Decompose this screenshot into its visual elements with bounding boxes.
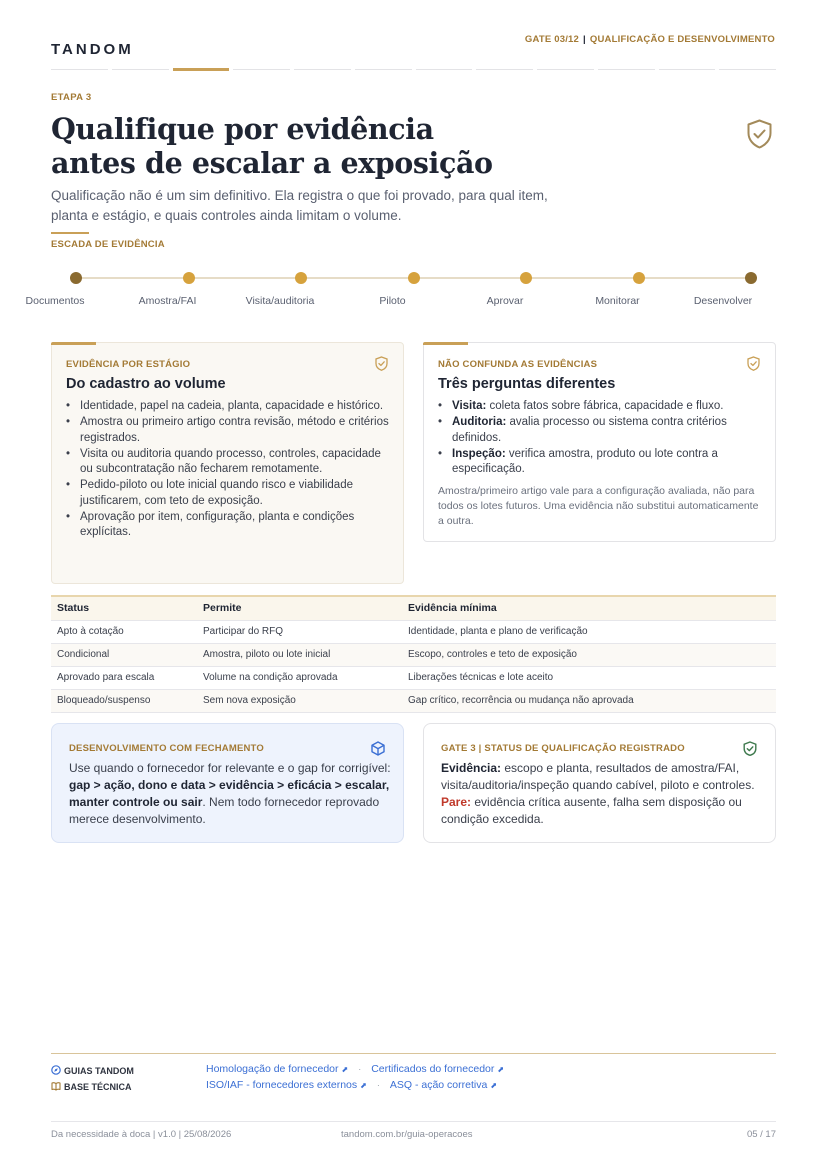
page-title [51, 112, 611, 180]
footer-guides-label: GUIAS TANDOM [51, 1065, 134, 1076]
card-accent [423, 342, 468, 345]
card-evidence-types [423, 342, 776, 542]
link-supplier-homologation[interactable]: Homologação de fornecedor ⬈ [206, 1063, 349, 1075]
book-icon [51, 1081, 61, 1091]
card-kicker: EVIDÊNCIA POR ESTÁGIO [66, 359, 191, 370]
shield-check-icon [743, 741, 757, 756]
ladder-step-label: Desenvolver [693, 295, 753, 307]
list-item: • Identidade, papel na cadeia, planta, capacidade e histórico. [66, 399, 391, 415]
development-text: Use quando o fornecedor for relevante e o gap for corrigível: gap > ação, dono e data > evidência > eficácia > escalar, manter controle ou sair. Nem todo fornecedor reprovado merece desenvolvimento. [69, 761, 391, 826]
card-title: Três perguntas diferentes [438, 376, 616, 392]
table-cell: Gap crítico, recorrência ou mudança não aprovada [402, 689, 776, 712]
table-cell: Sem nova exposição [197, 689, 402, 712]
table-cell: Condicional [51, 643, 197, 666]
table-row [51, 643, 776, 666]
footer-base-label: BASE TÉCNICA [51, 1081, 132, 1092]
footer-rule [51, 1053, 776, 1054]
ladder-step-dot [70, 272, 82, 284]
table-row [51, 689, 776, 712]
card-evidence-by-stage [51, 342, 404, 584]
gate-indicator: GATE 03/12 | QUALIFICAÇÃO E DESENVOLVIMENTO [524, 34, 775, 45]
list-item: • Amostra ou primeiro artigo contra revisão, método e critérios registrados. [66, 415, 391, 446]
table-header-permits: Permite [197, 596, 402, 620]
progress-segment [294, 69, 351, 70]
page-subtitle: Qualificação não é um sim definitivo. Ela registra o que foi provado, para qual item, planta e estágio, e quais controles ainda limitam o volume. [51, 188, 548, 223]
bottom-rule [51, 1121, 776, 1122]
table-cell: Identidade, planta e plano de verificação [402, 620, 776, 643]
page-title-line-1: Qualifique por evidência [51, 112, 434, 146]
table-row [51, 620, 776, 643]
cube-icon [371, 741, 385, 756]
progress-segment [355, 69, 412, 70]
shield-check-icon [746, 119, 773, 149]
progress-segment [416, 69, 473, 70]
card-title: Do cadastro ao volume [66, 376, 226, 392]
stage-evidence-list [66, 399, 391, 541]
table-header-min-evidence: Evidência mínima [402, 596, 776, 620]
external-link-icon: ⬈ [341, 1065, 349, 1074]
ladder-step-label: Amostra/FAI [138, 295, 197, 307]
shield-check-icon [375, 356, 388, 371]
progress-segment [51, 69, 108, 70]
progress-segment [537, 69, 594, 70]
ladder-step-label: Piloto [379, 295, 406, 307]
list-item: • Aprovação por item, configuração, planta e condições explícitas. [66, 510, 391, 541]
ladder-step-label: Documentos [25, 295, 85, 307]
external-link-icon: ⬈ [360, 1081, 367, 1090]
list-item: • Visita ou auditoria quando processo, controles, capacidade ou subcontratação não fecharem remotamente. [66, 447, 391, 478]
list-item: • Visita: coleta fatos sobre fábrica, capacidade e fluxo. [438, 399, 763, 415]
ladder-step-dot [633, 272, 645, 284]
stage-kicker: ETAPA 3 [51, 92, 92, 103]
gate-status-text: Evidência: escopo e planta, resultados de amostra/FAI, visita/auditoria/inspeção quando cabível, piloto e controles. Pare: evidência crítica ausente, falha sem disposição ou condição excedida. [441, 761, 755, 826]
progress-segment [476, 69, 533, 70]
progress-segment [659, 69, 716, 70]
page-number: 05 / 17 [746, 1129, 776, 1140]
footer-url: tandom.com.br/guia-operacoes [341, 1129, 473, 1140]
ladder-step-dot [183, 272, 195, 284]
ladder-label: ESCADA DE EVIDÊNCIA [51, 239, 165, 250]
brand-logo: TANDOM [51, 41, 134, 58]
ladder-step-dot [408, 272, 420, 284]
link-supplier-certificates[interactable]: Certificados do fornecedor ⬈ [371, 1063, 505, 1075]
evidence-types-list [438, 399, 763, 478]
ladder-step-label: Visita/auditoria [245, 295, 315, 307]
card-kicker: GATE 3 | STATUS DE QUALIFICAÇÃO REGISTRADO [441, 743, 685, 754]
compass-icon [51, 1065, 61, 1075]
link-asq-corrective-action[interactable]: ASQ - ação corretiva ⬈ [389, 1079, 498, 1091]
card-accent [51, 342, 96, 345]
ladder-step-label: Aprovar [486, 295, 524, 307]
table-cell: Aprovado para escala [51, 666, 197, 689]
footer-base-links: ISO/IAF - fornecedores externos ⬈ · ASQ - ação corretiva ⬈ [206, 1079, 498, 1091]
shield-check-icon [747, 356, 760, 371]
gate-title: QUALIFICAÇÃO E DESENVOLVIMENTO [589, 34, 775, 45]
progress-segment [598, 69, 655, 70]
table-cell: Apto à cotação [51, 620, 197, 643]
link-iso-iaf[interactable]: ISO/IAF - fornecedores externos ⬈ [206, 1079, 367, 1091]
progress-segment [233, 69, 290, 70]
table-cell: Liberações técnicas e lote aceito [402, 666, 776, 689]
table-header-status: Status [51, 596, 197, 620]
table-cell: Bloqueado/suspenso [51, 689, 197, 712]
ladder-accent-rule [51, 232, 89, 234]
list-item: • Pedido-piloto ou lote inicial quando risco e viabilidade justificarem, com teto de exposição. [66, 478, 391, 509]
ladder-step-label: Monitorar [595, 295, 640, 307]
table-header-row [51, 596, 776, 620]
list-item: • Inspeção: verifica amostra, produto ou lote contra a especificação. [438, 447, 763, 478]
external-link-icon: ⬈ [490, 1081, 498, 1090]
qualification-status-table [51, 595, 776, 713]
table-cell: Amostra, piloto ou lote inicial [197, 643, 402, 666]
external-link-icon: ⬈ [497, 1065, 505, 1074]
ladder-step-dot [520, 272, 532, 284]
table-cell: Volume na condição aprovada [197, 666, 402, 689]
table-cell: Escopo, controles e teto de exposição [402, 643, 776, 666]
card-note: Amostra/primeiro artigo vale para a configuração avaliada, não para todos os lotes futuros. Uma evidência não substitui automaticamente a outra. [438, 485, 759, 527]
progress-segment [112, 69, 169, 70]
table-cell: Participar do RFQ [197, 620, 402, 643]
gate-code: GATE 03/12 [524, 34, 580, 45]
page-title-line-2: antes de escalar a exposição [51, 146, 493, 180]
card-kicker: DESENVOLVIMENTO COM FECHAMENTO [69, 743, 264, 754]
ladder-step-dot [295, 272, 307, 284]
gate-progress-bar [51, 68, 776, 71]
table-row [51, 666, 776, 689]
card-gate-status [423, 723, 776, 843]
progress-segment [719, 69, 776, 70]
card-development [51, 723, 404, 843]
progress-segment [173, 68, 230, 71]
list-item: • Auditoria: avalia processo ou sistema contra critérios definidos. [438, 415, 763, 446]
card-kicker: NÃO CONFUNDA AS EVIDÊNCIAS [438, 359, 598, 370]
ladder-step-dot [745, 272, 757, 284]
footer-guide-links: Homologação de fornecedor ⬈ · Certificados do fornecedor ⬈ [206, 1063, 505, 1075]
footer-version: Da necessidade à doca | v1.0 | 25/08/2026 [51, 1129, 232, 1140]
